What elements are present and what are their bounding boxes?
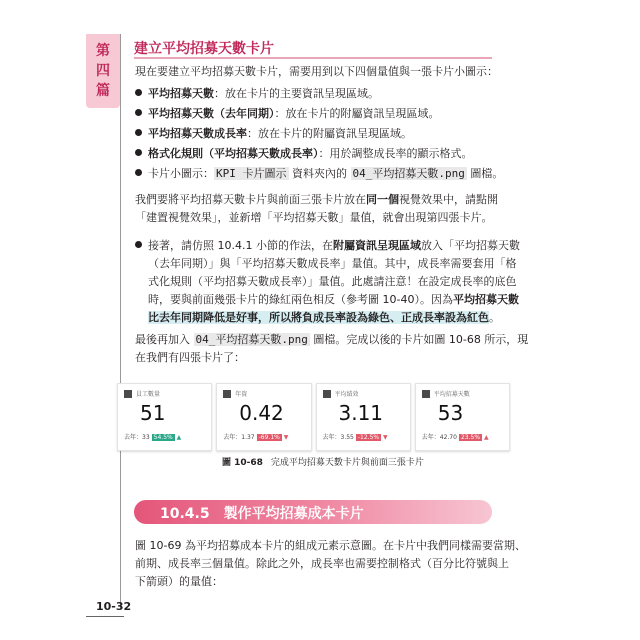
card-sub [422, 432, 489, 441]
bullet-dot [135, 149, 142, 156]
card-value: 51 [140, 401, 166, 425]
bullet-text: 卡片小圖示： [148, 167, 214, 180]
text-run: 圖檔。完成以後的卡片如圖 10-68 所示，現 [309, 333, 529, 346]
bullet-bold: 平均招募天數（去年同期） [148, 107, 275, 120]
bullet-bold: 平均招募天數 [148, 87, 214, 100]
kpi-card-recruit-days [415, 383, 510, 451]
down-arrow-icon: ▼ [383, 434, 388, 441]
page-number-line [86, 616, 124, 617]
bullet-item [135, 104, 440, 124]
text-run: 視覺效果中，請點開 [399, 193, 498, 206]
briefcase-icon [422, 390, 430, 398]
up-arrow-icon: ▲ [483, 434, 489, 441]
card-value: 3.11 [338, 401, 384, 425]
bullet-item [135, 84, 379, 104]
bullet-dot [135, 241, 142, 248]
text-run: 最後再加入 [135, 333, 194, 346]
paragraph-line: 式化規則（平均招募天數成長率）」量值。此處請注意！在設定成長率的底色 [148, 275, 517, 288]
folder-code: KPI 卡片圖示 [216, 167, 287, 180]
paragraph-line: 前期、成長率三個量值。除此之外，成長率也需要控制格式（百分比符號與上 [135, 557, 509, 570]
margin-line [120, 34, 121, 609]
text-run: 我們要將平均招募天數卡片與前面三張卡片放在 [135, 193, 366, 206]
bullet-dot [135, 129, 142, 136]
ly-label: 去年： [124, 434, 143, 441]
file-code: 04_平均招募天數.png [352, 167, 465, 180]
bar-chart-icon [323, 390, 331, 398]
file-code: 04_平均招募天數.png [195, 333, 308, 346]
bullet-bold: 平均招募天數成長率 [148, 127, 247, 140]
chapter-char-3: 篇 [96, 83, 110, 99]
figure-label: 圖 10-68 [222, 458, 263, 468]
bullet-item [135, 144, 473, 164]
bullet-text: ：放在卡片的附屬資訊呈現區域。 [274, 107, 440, 120]
card-sub [223, 432, 288, 441]
paragraph-line [135, 330, 528, 350]
bullet-item [135, 124, 412, 144]
card-value: 0.42 [239, 401, 284, 425]
paragraph-line: 在我們有四張卡片了： [135, 351, 245, 364]
ly-value: 42.70 [439, 434, 457, 441]
bullet-text: ：放在卡片的主要資訊呈現區域。 [214, 87, 379, 100]
card-value: 53 [437, 401, 464, 425]
paragraph-line [148, 308, 500, 328]
card-caption: 員工數量 [136, 391, 161, 398]
figure-text: 完成平均招募天數卡片與前面三張卡片 [270, 458, 424, 468]
bullet-text: 圖檔。 [466, 167, 504, 180]
kpi-card-employees [117, 383, 212, 451]
bullet-dot [135, 89, 142, 96]
bullet-dot [135, 169, 142, 176]
section-title: 建立平均招募天數卡片 [134, 41, 274, 57]
section-underline [134, 57, 492, 59]
figure-caption [222, 455, 424, 468]
up-arrow-icon: ▲ [176, 434, 182, 441]
highlight-run: 比去年同期降低是好事，所以將負成長率設為綠色、正成長率設為紅色 [148, 311, 489, 324]
change-badge: -69.1% [258, 434, 280, 441]
card-sub [124, 432, 181, 441]
kpi-card-performance [316, 383, 411, 451]
bullet-text: ：用於調整成長率的顯示格式。 [318, 147, 473, 160]
subsection-banner [134, 500, 492, 524]
down-arrow-icon: ▼ [283, 434, 289, 441]
change-badge: 54.5% [153, 434, 173, 441]
ly-value: 3.55 [340, 434, 354, 441]
paragraph-line: 圖 10-69 為平均招募成本卡片的組成元素示意圖。在卡片中我們同樣需要當期、 [135, 539, 526, 552]
text-run: 放入「平均招募天數 [420, 239, 520, 252]
chapter-tab [86, 34, 120, 108]
calendar-icon [223, 390, 231, 398]
chapter-char-2: 四 [96, 63, 110, 79]
bullet-bold: 格式化規則（平均招募天數成長率） [148, 147, 319, 160]
paragraph-line: 「建置視覺效果」，並新增「平均招募天數」量值，就會出現第四張卡片。 [135, 211, 493, 224]
text-run: 時，要與前面幾張卡片的綠紅兩色相反（參考圖 10-40）。因為 [148, 293, 453, 306]
ly-value: 33 [142, 434, 150, 441]
change-badge: 23.5% [460, 434, 481, 441]
subsection-title: 10.4.5 製作平均招募成本卡片 [160, 506, 364, 522]
ly-label: 去年： [322, 434, 341, 441]
card-caption: 平均招募天數 [433, 391, 470, 398]
paragraph-line [148, 290, 519, 310]
paragraph-line: （去年同期）」與「平均招募天數成長率」量值。其中，成長率需要套用「格 [148, 257, 517, 270]
text-run: 。 [489, 311, 500, 324]
bullet-text: ：放在卡片的附屬資訊呈現區域。 [247, 127, 412, 140]
ly-label: 去年： [223, 434, 242, 441]
paragraph-line [135, 190, 498, 210]
chapter-char-1: 第 [96, 43, 110, 59]
card-caption: 平均績效 [334, 391, 359, 398]
card-sub [323, 432, 388, 441]
bullet-dot [135, 109, 142, 116]
intro-paragraph: 現在要建立平均招募天數卡片，需要用到以下四個量值與一張卡片小圖示： [135, 65, 498, 78]
paragraph-line: 下箭頭）的量值： [135, 575, 223, 588]
change-badge: -12.5% [357, 434, 380, 441]
bullet-item [135, 236, 520, 256]
ly-value: 1.37 [241, 434, 255, 441]
people-icon [124, 390, 132, 398]
page-number: 10-32 [96, 600, 132, 613]
kpi-card-tenure [216, 383, 311, 451]
bold-run: 平均招募天數 [452, 293, 519, 306]
text-run: 接著，請仿照 10.4.1 小節的作法，在 [148, 239, 333, 252]
bullet-text: 資料夾內的 [288, 167, 351, 180]
bullet-item [135, 164, 503, 184]
bold-run: 同一個 [366, 193, 399, 206]
ly-label: 去年： [421, 434, 440, 441]
card-caption: 年資 [235, 391, 248, 398]
kpi-cards-figure [117, 383, 510, 451]
bold-run: 附屬資訊呈現區域 [332, 239, 421, 252]
